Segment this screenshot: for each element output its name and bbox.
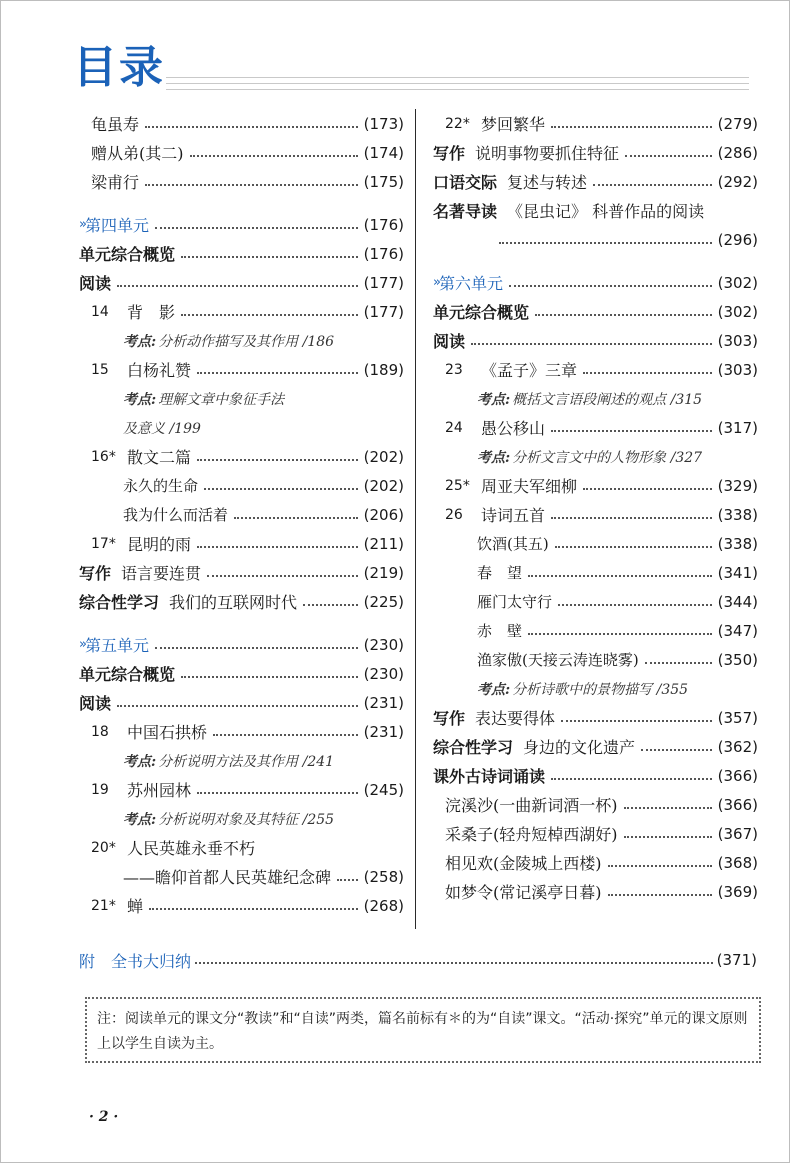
unit-6-heading[interactable]: » 第六单元 (302) — [433, 273, 758, 293]
exam-point: 考点: 分析说明对象及其特征 /255 — [123, 811, 335, 828]
toc-entry[interactable]: 阅读 (303) — [433, 331, 758, 351]
toc-entry[interactable]: 名著导读 《昆虫记》 科普作品的阅读 — [433, 202, 705, 221]
toc-entry[interactable]: 单元综合概览 (176) — [79, 244, 404, 264]
toc-entry[interactable]: 龟虽寿 (173) — [91, 114, 404, 134]
title-rule — [166, 89, 749, 90]
toc-entry[interactable]: 单元综合概览 (230) — [79, 664, 404, 684]
toc-entry[interactable]: 单元综合概览 (302) — [433, 302, 758, 322]
toc-entry[interactable]: 梁甫行 (175) — [91, 172, 404, 192]
toc-subentry[interactable]: 雁门太守行 (344) — [477, 592, 758, 611]
toc-entry[interactable]: 14 背 影 (177) — [91, 302, 404, 322]
exam-point: 考点: 分析动作描写及其作用 /186 — [123, 333, 335, 350]
toc-subentry[interactable]: 采桑子(轻舟短棹西湖好) (367) — [445, 824, 758, 844]
toc-entry[interactable]: 写作 表达要得体 (357) — [433, 708, 758, 728]
double-chevron-icon: » — [79, 637, 83, 652]
toc-subentry[interactable]: 如梦令(常记溪亭日暮) (369) — [445, 882, 758, 902]
toc-entry[interactable]: 17* 昆明的雨 (211) — [91, 534, 404, 554]
toc-subentry[interactable]: 春 望 (341) — [477, 563, 758, 582]
toc-entry[interactable]: 15 白杨礼赞 (189) — [91, 360, 404, 380]
toc-entry[interactable]: 阅读 (231) — [79, 693, 404, 713]
toc-entry[interactable]: 写作 说明事物要抓住特征 (286) — [433, 143, 758, 163]
double-chevron-icon: » — [79, 217, 83, 232]
toc-entry[interactable]: 写作 语言要连贯 (219) — [79, 563, 404, 583]
exam-point: 考点: 分析诗歌中的景物描写 /355 — [477, 681, 689, 698]
toc-entry[interactable]: 口语交际 复述与转述 (292) — [433, 172, 758, 192]
toc-subentry[interactable]: 永久的生命 (202) — [123, 476, 404, 495]
toc-entry[interactable]: 课外古诗词诵读 (366) — [433, 766, 758, 786]
right-column — [433, 109, 758, 906]
toc-entry-subtitle[interactable]: ——瞻仰首都人民英雄纪念碑 (258) — [123, 867, 404, 887]
appendix-entry[interactable]: 附 全书大归纳 (371) — [79, 951, 757, 971]
toc-entry[interactable]: 综合性学习 我们的互联网时代 (225) — [79, 592, 404, 612]
toc-entry[interactable]: 19 苏州园林 (245) — [91, 780, 404, 800]
unit-4-heading[interactable]: » 第四单元 (176) — [79, 215, 404, 235]
exam-point: 考点: 分析说明方法及其作用 /241 — [123, 753, 335, 770]
toc-entry[interactable]: 25* 周亚夫军细柳 (329) — [445, 476, 758, 496]
column-divider — [415, 109, 416, 929]
toc-subentry[interactable]: 浣溪沙(一曲新词酒一杯) (366) — [445, 795, 758, 815]
toc-subentry[interactable]: 相见欢(金陵城上西楼) (368) — [445, 853, 758, 873]
note-box: 注：阅读单元的课文分“教读”和“自读”两类，篇名前标有＊的为“自读”课文。“活动·探究”单元的课文原则上以学生自读为主。 — [85, 997, 761, 1063]
toc-subentry[interactable]: 渔家傲(天接云涛连晓雾) (350) — [477, 650, 758, 669]
toc-subentry[interactable]: 我为什么而活着 (206) — [123, 505, 404, 524]
double-chevron-icon: » — [433, 275, 437, 290]
toc-entry[interactable]: 21* 蝉 (268) — [91, 896, 404, 916]
toc-entry[interactable]: 20* 人民英雄永垂不朽 — [91, 839, 256, 858]
exam-point: 考点: 分析文言文中的人物形象 /327 — [477, 449, 703, 466]
toc-entry[interactable]: 赠从弟(其二) (174) — [91, 143, 404, 163]
toc-entry-continuation[interactable]: (296) — [433, 225, 758, 254]
toc-entry[interactable]: 24 愚公移山 (317) — [445, 418, 758, 438]
toc-subentry[interactable]: 赤 壁 (347) — [477, 621, 758, 640]
toc-entry[interactable]: 23 《孟子》三章 (303) — [445, 360, 758, 380]
unit-5-heading[interactable]: » 第五单元 (230) — [79, 635, 404, 655]
exam-point: 考点: 概括文言语段阐述的观点 /315 — [477, 391, 703, 408]
left-column — [79, 109, 404, 920]
exam-point: 及意义 /199 — [123, 420, 201, 437]
toc-entry[interactable]: 18 中国石拱桥 (231) — [91, 722, 404, 742]
page-title: 目录 — [73, 42, 165, 93]
title-rule — [166, 77, 749, 78]
toc-entry[interactable]: 阅读 (177) — [79, 273, 404, 293]
toc-entry[interactable]: 综合性学习 身边的文化遗产 (362) — [433, 737, 758, 757]
toc-entry[interactable]: 22* 梦回繁华 (279) — [445, 114, 758, 134]
page-number: · 2 · — [89, 1109, 119, 1125]
toc-entry[interactable]: 16* 散文二篇 (202) — [91, 447, 404, 467]
toc-subentry[interactable]: 饮酒(其五) (338) — [477, 534, 758, 553]
title-rule — [166, 83, 749, 84]
exam-point: 考点: 理解文章中象征手法 — [123, 391, 285, 408]
toc-entry[interactable]: 26 诗词五首 (338) — [445, 505, 758, 525]
